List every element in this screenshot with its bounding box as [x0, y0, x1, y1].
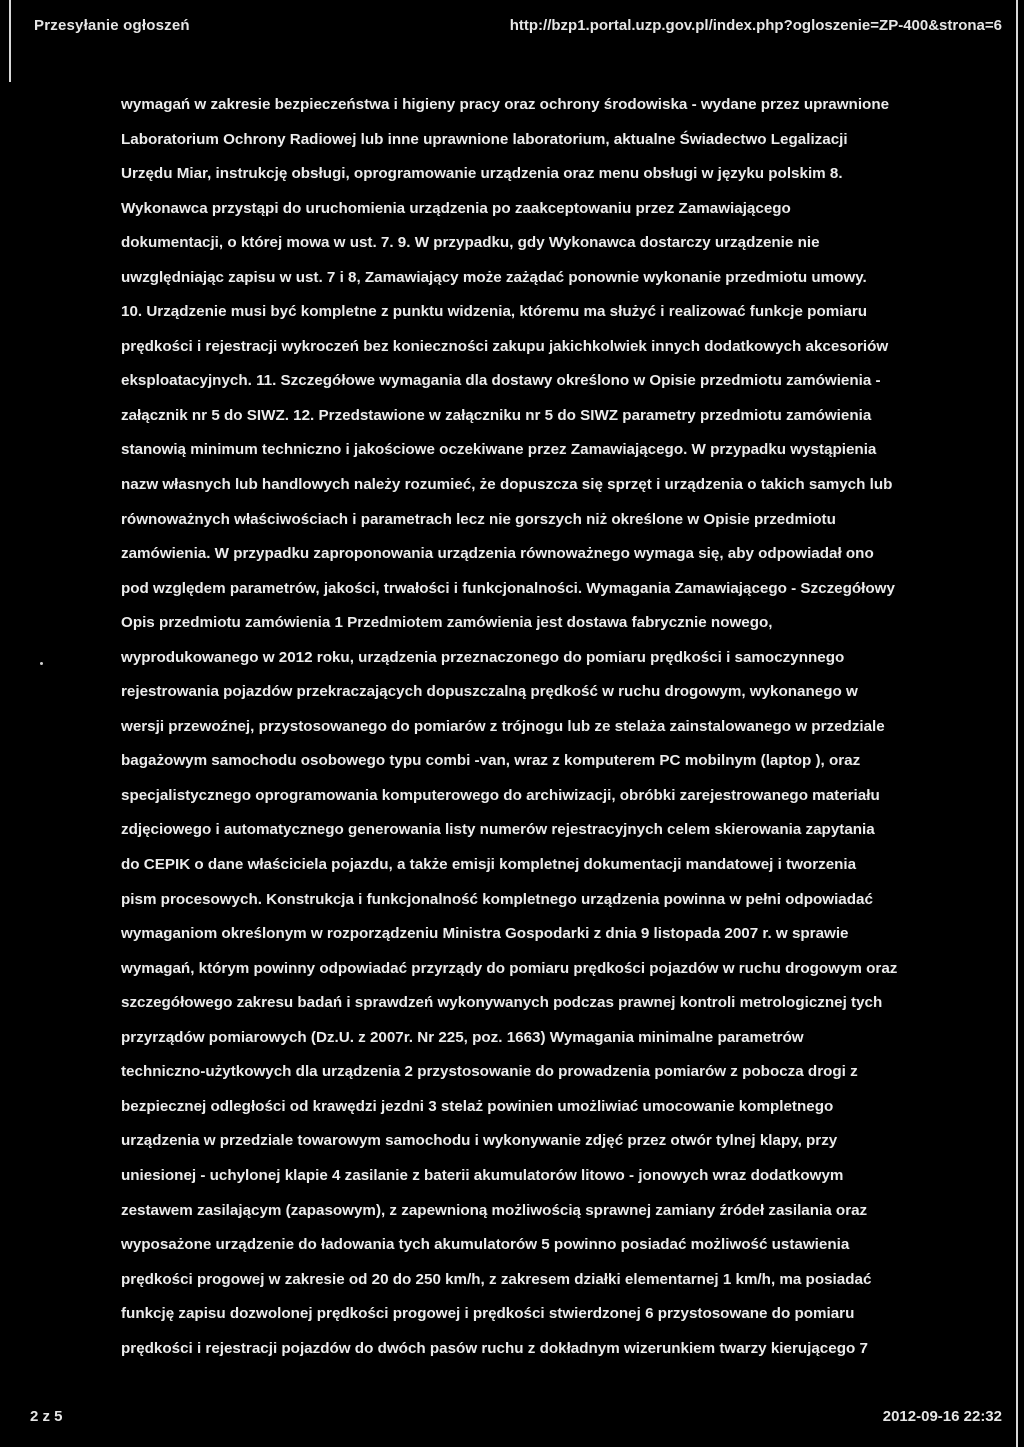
margin-dot — [40, 662, 43, 665]
body-text-line: Urzędu Miar, instrukcję obsługi, oprogramowanie urządzenia oraz menu obsługi w języku polskim 8. — [121, 165, 843, 183]
right-margin-rule — [1016, 0, 1018, 1447]
body-text-line: wyposażone urządzenie do ładowania tych akumulatorów 5 powinno posiadać możliwość ustawienia — [121, 1236, 850, 1254]
body-text-line: uniesionej - uchylonej klapie 4 zasilanie z baterii akumulatorów litowo - jonowych wraz dodatkowym — [121, 1166, 844, 1184]
body-text-line: stanowią minimum techniczno i jakościowe oczekiwane przez Zamawiającego. W przypadku wystąpienia — [121, 441, 877, 459]
page-header-title: Przesyłanie ogłoszeń — [34, 17, 190, 34]
left-margin-rule — [9, 0, 11, 82]
body-text-line: bezpiecznej odległości od krawędzi jezdni 3 stelaż powinien umożliwiać umocowanie kompletnego — [121, 1097, 834, 1115]
body-text-line: równoważnych właściwościach i parametrach lecz nie gorszych niż określone w Opisie przedmiotu — [121, 510, 836, 528]
body-text-line: szczegółowego zakresu badań i sprawdzeń wykonywanych podczas prawnej kontroli metrologicznej tych — [121, 994, 883, 1012]
body-text-line: wyprodukowanego w 2012 roku, urządzenia przeznaczonego do pomiaru prędkości i samoczynnego — [121, 648, 845, 666]
page-number: 2 z 5 — [30, 1408, 63, 1425]
body-text-line: urządzenia w przedziale towarowym samochodu i wykonywanie zdjęć przez otwór tylnej klapy, przy — [121, 1132, 838, 1150]
body-text-line: techniczno-użytkowych dla urządzenia 2 przystosowanie do prowadzenia pomiarów z pobocza drogi z — [121, 1063, 858, 1081]
body-text-line: Wykonawca przystąpi do uruchomienia urządzenia po zaakceptowaniu przez Zamawiającego — [121, 199, 791, 217]
body-text-line: pod względem parametrów, jakości, trwałości i funkcjonalności. Wymagania Zamawiającego - Szczegółowy — [121, 579, 895, 597]
body-text-line: bagażowym samochodu osobowego typu combi -van, wraz z komputerem PC mobilnym (laptop ), oraz — [121, 752, 861, 770]
body-text-line: wymaganiom określonym w rozporządzeniu Ministra Gospodarki z dnia 9 listopada 2007 r. w sprawie — [121, 925, 849, 943]
body-text-line: eksploatacyjnych. 11. Szczegółowe wymagania dla dostawy określono w Opisie przedmiotu zamówienia - — [121, 372, 881, 390]
body-text-line: specjalistycznego oprogramowania komputerowego do archiwizacji, obróbki zarejestrowanego materiału — [121, 786, 880, 804]
body-text-line: wersji przewoźnej, przystosowanego do pomiarów z trójnogu lub ze stelaża zainstalowanego w przedziale — [121, 717, 885, 735]
body-text-line: do CEPIK o dane właściciela pojazdu, a także emisji kompletnej dokumentacji mandatowej i tworzenia — [121, 856, 857, 874]
body-text-line: zamówienia. W przypadku zaproponowania urządzenia równoważnego wymaga się, aby odpowiadał ono — [121, 545, 874, 563]
body-text-line: dokumentacji, o której mowa w ust. 7. 9. W przypadku, gdy Wykonawca dostarczy urządzenie nie — [121, 234, 820, 252]
body-text-line: załącznik nr 5 do SIWZ. 12. Przedstawione w załączniku nr 5 do SIWZ parametry przedmiotu zamówienia — [121, 406, 872, 424]
body-text-line: zdjęciowego i automatycznego generowania listy numerów rejestracyjnych celem skierowania zapytania — [121, 821, 875, 839]
page-header-url: http://bzp1.portal.uzp.gov.pl/index.php?ogloszenie=ZP-400&strona=6 — [509, 17, 1002, 34]
body-text-line: pism procesowych. Konstrukcja i funkcjonalność kompletnego urządzenia powinna w pełni odpowiadać — [121, 890, 873, 908]
body-text-line: 10. Urządzenie musi być kompletne z punktu widzenia, któremu ma służyć i realizować funkcje pomiaru — [121, 303, 868, 321]
body-text-line: prędkości progowej w zakresie od 20 do 250 km/h, z zakresem działki elementarnej 1 km/h, ma posiadać — [121, 1270, 872, 1288]
body-text-line: Laboratorium Ochrony Radiowej lub inne uprawnione laboratorium, aktualne Świadectwo Legalizacji — [121, 130, 848, 148]
body-text-line: prędkości i rejestracji pojazdów do dwóch pasów ruchu z dokładnym wizerunkiem twarzy kierującego 7 — [121, 1339, 868, 1357]
body-text-line: zestawem zasilającym (zapasowym), z zapewnioną możliwością sprawnej zamiany źródeł zasilania oraz — [121, 1201, 868, 1219]
body-text-line: rejestrowania pojazdów przekraczających dopuszczalną prędkość w ruchu drogowym, wykonanego w — [121, 683, 858, 701]
body-text-line: nazw własnych lub handlowych należy rozumieć, że dopuszcza się sprzęt i urządzenia o takich samych lub — [121, 476, 893, 494]
body-text-line: wymagań w zakresie bezpieczeństwa i higieny pracy oraz ochrony środowiska - wydane przez uprawnione — [121, 96, 890, 113]
body-text-line: wymagań, którym powinny odpowiadać przyrządy do pomiaru prędkości pojazdów w ruchu drogowym oraz — [121, 959, 898, 977]
body-text-line: funkcję zapisu dozwolonej prędkości progowej i prędkości stwierdzonej 6 przystosowane do pomiaru — [121, 1305, 855, 1323]
body-text-line: uwzględniając zapisu w ust. 7 i 8, Zamawiający może zażądać ponownie wykonanie przedmiotu umowy. — [121, 268, 867, 286]
body-text-line: przyrządów pomiarowych (Dz.U. z 2007r. Nr 225, poz. 1663) Wymagania minimalne parametrów — [121, 1028, 804, 1046]
body-text-line: prędkości i rejestracji wykroczeń bez konieczności zakupu jakichkolwiek innych dodatkowych akcesoriów — [121, 337, 889, 355]
print-datetime: 2012-09-16 22:32 — [882, 1408, 1002, 1425]
body-text-line: Opis przedmiotu zamówienia 1 Przedmiotem zamówienia jest dostawa fabrycznie nowego, — [121, 614, 773, 632]
body-text — [121, 88, 921, 1366]
